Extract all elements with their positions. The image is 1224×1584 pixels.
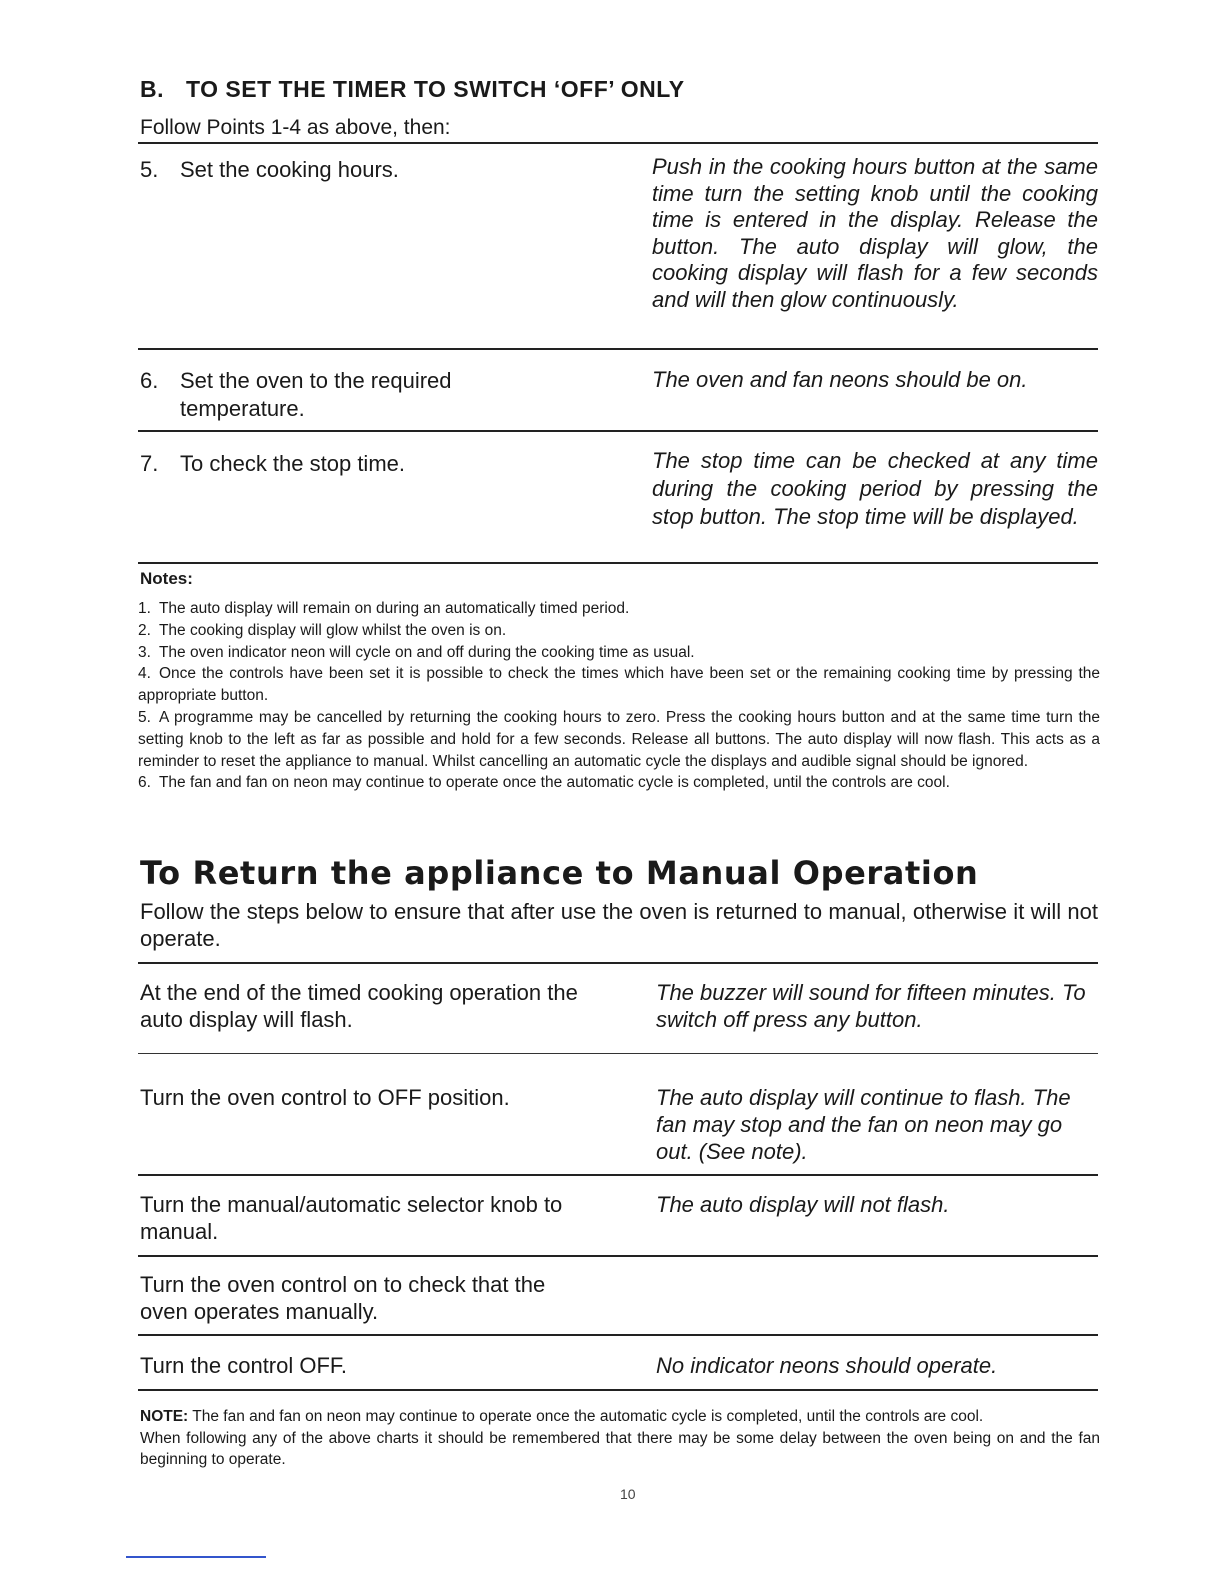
note-item: 6. The fan and fan on neon may continue to operate once the automatic cycle is completed, until the controls are cool.	[138, 774, 950, 792]
manual-step-left: Turn the oven control to OFF position.	[140, 1085, 510, 1110]
section-title: TO SET THE TIMER TO SWITCH ‘OFF’ ONLY	[186, 76, 685, 102]
divider	[138, 348, 1098, 350]
manual-operation-heading: To Return the appliance to Manual Operation	[140, 854, 979, 892]
page-number: 10	[620, 1486, 636, 1502]
manual-step-left: At the end of the timed cooking operation the auto display will flash.	[140, 980, 578, 1032]
step-7-description: The stop time can be checked at any time during the cooking period by pressing the stop button. The stop time will be displayed.	[652, 448, 1098, 529]
step-7	[140, 450, 560, 478]
note-paragraph: When following any of the above charts it should be remembered that there may be some delay between the oven being on and the fan beginning to operate.	[140, 1429, 1100, 1468]
note-paragraph: NOTE: The fan and fan on neon may continue to operate once the automatic cycle is completed, until the controls are cool.	[140, 1408, 984, 1425]
notes-title: Notes:	[140, 569, 193, 588]
divider	[138, 1053, 1098, 1054]
note-item: 4. Once the controls have been set it is possible to check the times which have been set or the remaining cooking time by pressing the appropriate button.	[138, 665, 1100, 705]
manual-operation-lead: Follow the steps below to ensure that after use the oven is returned to manual, otherwise it will not operate.	[140, 899, 1098, 951]
divider	[138, 430, 1098, 432]
manual-step-right: The auto display will continue to flash. The fan may stop and the fan on neon may go out. (See note).	[656, 1085, 1071, 1164]
manual-step-right: No indicator neons should operate.	[656, 1353, 998, 1378]
divider	[138, 1334, 1098, 1336]
divider	[138, 1174, 1098, 1176]
note-block	[140, 1406, 1100, 1471]
step-label: Set the cooking hours.	[180, 157, 399, 182]
note-item: 2. The cooking display will glow whilst the oven is on.	[138, 621, 507, 639]
manual-step-right: The auto display will not flash.	[656, 1192, 950, 1217]
manual-step-right: The buzzer will sound for fifteen minutes. To switch off press any button.	[656, 980, 1086, 1032]
notes-list	[138, 598, 1100, 794]
step-label-continued: temperature.	[180, 396, 305, 421]
section-intro: Follow Points 1-4 as above, then:	[140, 116, 451, 139]
divider	[138, 562, 1098, 564]
step-number: 6.	[140, 368, 159, 393]
manual-step-left: Turn the control OFF.	[140, 1353, 348, 1378]
divider	[138, 1255, 1098, 1257]
note-item: 1. The auto display will remain on during an automatically timed period.	[138, 600, 630, 617]
section-b-heading	[140, 76, 685, 103]
divider	[138, 962, 1098, 964]
step-6-description: The oven and fan neons should be on.	[652, 367, 1028, 392]
step-5-description: Push in the cooking hours button at the same time turn the setting knob until the cooking time is entered in the display. Release the button. The auto display will glow, the cooking display will flash for a few seconds and will then glow continuously.	[652, 154, 1098, 312]
note-item: 5. A programme may be cancelled by returning the cooking hours to zero. Press the cooking hours button and at the same time turn the setting knob to the left as far as possible and hold for a few seconds. Release all buttons. The auto display will now flash. This acts as a reminder to reset the appliance to manual. Whilst cancelling an automatic cycle the displays and audible signal should be ignored.	[138, 708, 1100, 770]
manual-step-left: Turn the oven control on to check that the oven operates manually.	[140, 1272, 546, 1324]
manual-step-left: Turn the manual/automatic selector knob to manual.	[140, 1192, 563, 1244]
step-label: To check the stop time.	[180, 451, 405, 476]
step-5	[140, 156, 560, 184]
step-number: 7.	[140, 451, 159, 476]
step-6	[140, 367, 560, 423]
footer-rule	[126, 1556, 266, 1558]
divider	[138, 1389, 1098, 1391]
step-number: 5.	[140, 157, 159, 182]
note-label: NOTE:	[140, 1408, 189, 1425]
step-label: Set the oven to the required	[180, 368, 452, 393]
note-item: 3. The oven indicator neon will cycle on and off during the cooking time as usual.	[138, 643, 695, 661]
section-letter: B.	[140, 76, 164, 102]
divider	[138, 142, 1098, 144]
